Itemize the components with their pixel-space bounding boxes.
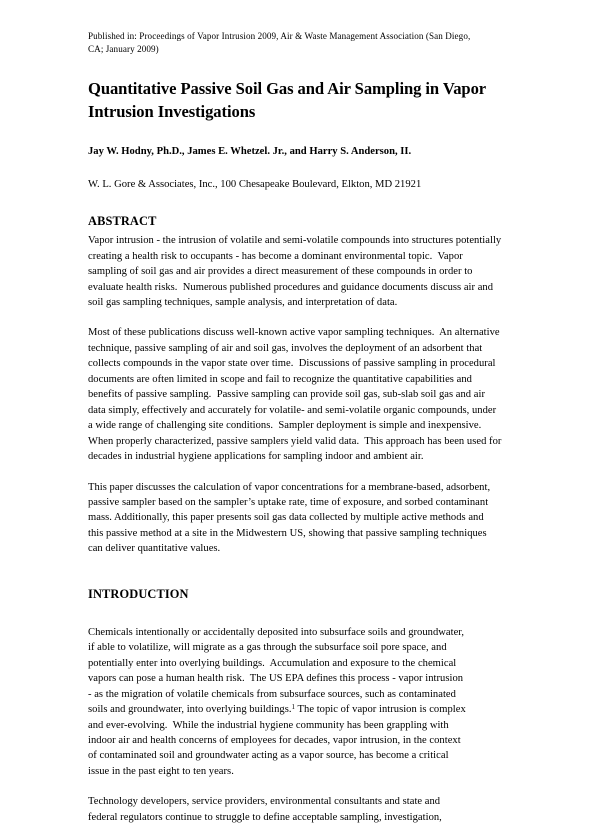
publication-note <box>88 30 530 55</box>
section-body-introduction <box>88 625 530 825</box>
paragraph-line: sampling of soil gas and air provides a direct measurement of these compounds in order to <box>88 266 473 278</box>
paragraph-line: - as the migration of volatile chemicals from subsurface sources, such as contaminated <box>88 688 456 700</box>
paragraph-line: of contaminated soil and groundwater acting as a vapor source, has become a critical <box>88 750 449 762</box>
paragraph-line: decades in industrial hygiene applications for sampling indoor and ambient air. <box>88 451 424 463</box>
paragraph-line: Technology developers, service providers, environmental consultants and state and <box>88 796 441 808</box>
paragraph-line: documents are often limited in scope and fail to recognize the quantitative capabilities and <box>88 373 472 385</box>
paragraph-line: mass. Additionally, this paper presents soil gas data collected by multiple active methods and <box>88 512 484 524</box>
publication-note-line-2: CA; January 2009) <box>88 43 159 54</box>
paragraph <box>88 625 530 780</box>
paragraph-line: This paper discusses the calculation of vapor concentrations for a membrane-based, adsorbent, <box>88 481 491 493</box>
paragraph-line: collects compounds in the vapor state over time. Discussions of passive sampling in procedural <box>88 358 496 370</box>
paragraph-line: this passive method at a site in the Midwestern US, showing that passive sampling techniques <box>88 527 487 539</box>
paragraph-line: federal regulators continue to struggle to define acceptable sampling, investigation, <box>88 811 442 823</box>
paragraph-line: Vapor intrusion - the intrusion of volatile and semi-volatile compounds into structures potentially <box>88 235 502 247</box>
affiliation-line: W. L. Gore & Associates, Inc., 100 Chesapeake Boulevard, Elkton, MD 21921 <box>88 179 422 191</box>
paragraph-line: issue in the past eight to ten years. <box>88 765 234 777</box>
author-list: Jay W. Hodny, Ph.D., James E. Whetzel. Jr., and Harry S. Anderson, II. <box>88 146 412 158</box>
paragraph <box>88 325 530 464</box>
paragraph-line: benefits of passive sampling. Passive sampling can provide soil gas, sub-slab soil gas and air <box>88 389 485 401</box>
paragraph-line: creating a health risk to occupants - has become a dominant environmental topic. Vapor <box>88 250 463 262</box>
paragraph-line: indoor air and health concerns of employees for decades, vapor intrusion, in the context <box>88 734 461 746</box>
paragraph-line: passive sampler based on the sampler’s uptake rate, time of exposure, and sorbed contaminant <box>88 496 489 508</box>
paragraph <box>88 480 530 557</box>
paragraph-line: data simply, effectively and accurately for volatile- and semi-volatile organic compounds, under <box>88 404 497 416</box>
section-heading-abstract: ABSTRACT <box>88 214 157 229</box>
paragraph-line: potentially enter into overlying buildings. Accumulation and exposure to the chemical <box>88 657 457 669</box>
paragraph-line: soil gas sampling techniques, sample analysis, and interpretation of data. <box>88 297 398 308</box>
paragraph-line: When properly characterized, passive samplers yield valid data. This approach has been used for <box>88 435 502 447</box>
section-heading-introduction: INTRODUCTION <box>88 586 189 601</box>
paragraph-line: Most of these publications discuss well-known active vapor sampling techniques. An alternative <box>88 327 500 339</box>
paragraph-line: Chemicals intentionally or accidentally deposited into subsurface soils and groundwater, <box>88 626 465 638</box>
paragraph-line: if able to volatilize, will migrate as a gas through the subsurface soil pore space, and <box>88 642 447 654</box>
page-title-line-1: Quantitative Passive Soil Gas and Air Sampling in Vapor <box>88 79 487 99</box>
paragraph-line: and ever-evolving. While the industrial hygiene community has been grappling with <box>88 719 449 731</box>
section-body-abstract <box>88 233 530 557</box>
publication-note-line-1: Published in: Proceedings of Vapor Intrusion 2009, Air & Waste Management Association (San Diego, <box>88 31 471 41</box>
paragraph-line: evaluate health risks. Numerous published procedures and guidance documents discuss air and <box>88 281 494 293</box>
paragraph <box>88 794 530 825</box>
paragraph-line: technique, passive sampling of air and soil gas, involves the deployment of an adsorbent that <box>88 342 483 354</box>
paragraph-line: can deliver quantitative values. <box>88 543 221 555</box>
paragraph <box>88 233 530 310</box>
page-content <box>88 30 530 825</box>
paragraph-line: vapors can pose a human health risk. The US EPA defines this process - vapor intrusion <box>88 673 464 685</box>
page-title <box>88 77 530 123</box>
paragraph-line: a wide range of challenging site conditions. Sampler deployment is simple and inexpensive. <box>88 420 482 432</box>
paragraph-line: soils and groundwater, into overlying buildings.$^1$ The topic of vapor intrusion is complex <box>88 703 466 716</box>
page-title-line-2: Intrusion Investigations <box>88 102 256 122</box>
